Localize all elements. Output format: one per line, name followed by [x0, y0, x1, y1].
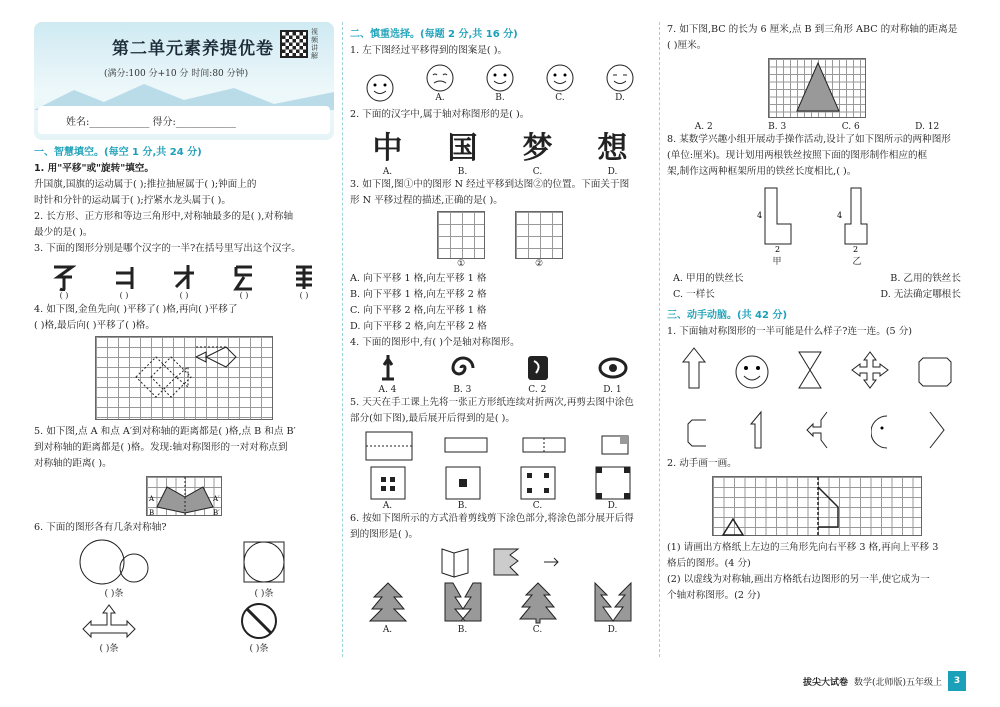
- hanzi-xiang: 想: [597, 131, 628, 166]
- half-char-3: [172, 263, 196, 291]
- s3-q7-text: 7. 如下图,BC 的长为 6 厘米,点 B 到三角形 ABC 的对称轴的距离是: [667, 24, 958, 35]
- fold-option-a: [369, 465, 407, 501]
- name-score-bar: 姓名:____________ 得分:____________: [38, 106, 330, 134]
- s2-q3-opt-b: B. 向下平移 1 格,向左平移 2 格: [350, 289, 487, 300]
- tree-option-d: [593, 581, 633, 625]
- two-circles-figure: [74, 538, 154, 586]
- hourglass-icon: [795, 350, 825, 390]
- half-smiley-icon: [871, 414, 891, 450]
- ring-logo-icon: [597, 353, 629, 383]
- fold-step-icon: [364, 430, 414, 462]
- q6-text: 6. 下面的图形各有几条对称轴?: [34, 522, 167, 533]
- smiley-icon: [545, 63, 575, 93]
- s2-q6-text: 6. 按如下图所示的方式沿着剪线剪下涂色部分,将涂色部分展开后得: [350, 513, 634, 524]
- label-a: A: [149, 495, 155, 503]
- half-char-2: [112, 263, 136, 291]
- label-b-prime: B′: [213, 509, 220, 517]
- spiral-logo-icon: [447, 353, 479, 383]
- fold-option-c: [519, 465, 557, 501]
- fold-option-d: [594, 465, 632, 501]
- svg-text:2: 2: [775, 245, 781, 254]
- q3-text: 3. 下面的图形分别是哪个汉字的一半?在括号里写出这个汉字。: [34, 243, 301, 254]
- exam-header: [34, 22, 334, 140]
- goldfish-icon: [96, 337, 274, 421]
- cut-paper-icon: [490, 545, 524, 579]
- drawing-grid[interactable]: [712, 476, 922, 536]
- blank-tiao: ( )条: [99, 644, 119, 654]
- s3-q1-text: 1. 下面轴对称图形的一半可能是什么样子?连一连。(5 分): [667, 326, 913, 337]
- q5-line-b: 到对称轴的距离都是( )格。发现:轴对称图形的一对对称点到: [34, 442, 288, 453]
- s3-q2-part2: (2) 以虚线为对称轴,画出方格纸右边图形的另一半,使它成为一: [667, 574, 930, 585]
- fold-options: A. B. C. D.: [350, 465, 650, 511]
- tree-option-b: [443, 581, 483, 625]
- footer-brand: 拔尖大试卷: [802, 677, 848, 688]
- drawing-figures: [713, 477, 923, 537]
- q4-text: 4. 如下图,金鱼先向( )平移了( )格,再向( )平移了: [34, 304, 238, 315]
- svg-text:4: 4: [837, 211, 843, 220]
- q4-line-b: ( )格,最后向( )平移了( )格。: [34, 320, 155, 331]
- grid-figure-2: [515, 211, 563, 259]
- arrow-icon: [542, 545, 562, 579]
- hanzi-meng: 梦: [522, 131, 553, 166]
- hanzi-guo: 国: [447, 131, 478, 166]
- s3-q7-line-b: ( )厘米。: [667, 40, 707, 51]
- page-footer: [803, 671, 966, 691]
- half-arrow-icon: [747, 410, 767, 450]
- s3-q8-opt-c: C. 一样长: [673, 289, 715, 300]
- grid-figure-1: [437, 211, 485, 259]
- s2-q3-text: 3. 如下图,图①中的图形 N 经过平移到达图②的位置。下面关于图: [350, 179, 630, 190]
- q5-text: 5. 如下图,点 A 和点 A′到对称轴的距离都是( )格,点 B 和点 B′: [34, 426, 296, 437]
- fold-step-icon: [519, 430, 569, 462]
- logo-options: [350, 353, 650, 383]
- section-3-title: 三、动手动脑。(共 42 分): [667, 310, 788, 321]
- svg-text:2: 2: [853, 245, 859, 254]
- s3-q2-text: 2. 动手画一画。: [667, 458, 737, 469]
- half-characters: [34, 261, 334, 291]
- octagon-frame-icon: [915, 354, 955, 390]
- triangle-abc-icon: [769, 59, 867, 119]
- qr-code-icon[interactable]: [280, 30, 308, 58]
- s2-q5-text: 5. 天天在手工课上先将一张正方形纸连续对折两次,再剪去图中涂色: [350, 397, 634, 408]
- smiley-icon: [365, 73, 395, 103]
- page-number: 3: [948, 671, 966, 691]
- half-frame-icon: [686, 416, 710, 450]
- fold-steps: [350, 430, 650, 462]
- fold-option-b: [444, 465, 482, 501]
- q1-line-b: 升国旗,国旗的运动属于( );推拉抽屉属于( );钟面上的: [34, 179, 257, 190]
- page-title: 第二单元素养提优卷: [112, 39, 274, 59]
- prohibit-sign-figure: [229, 601, 289, 641]
- svg-text:4: 4: [757, 211, 763, 220]
- s3-q8-opt-d: D. 无法确定哪根长: [880, 289, 961, 300]
- blank-tiao: ( )条: [254, 589, 274, 599]
- s3-q8-text: 8. 某数学兴趣小组开展动手操作活动,设计了如下图所示的两种图形: [667, 134, 951, 145]
- arrow-up-icon: [679, 346, 709, 390]
- cut-steps: [350, 545, 650, 579]
- triangle-grid: [768, 58, 866, 118]
- smiley-icon: [605, 63, 635, 93]
- square-circle-figure: [234, 538, 294, 586]
- tower-logo-icon: [372, 353, 404, 383]
- label-b: B: [149, 509, 155, 517]
- s2-q6-line-b: 到的图形是( )。: [350, 529, 419, 540]
- half-char-4: [232, 263, 256, 291]
- column-3: 7. 如下图,BC 的长为 6 厘米,点 B 到三角形 ABC 的对称轴的距离是 ( )厘米。 A. 2 B. 3 C. 6 D. 12 8. 某数学兴趣小组开展动手操作活动,设计了如下图所示的两种图形 (单位:厘米)。现计划用两根铁丝按照下面的图形制作相应的框 架,制作这两种框架所用的铁丝长度相比,( )。 4 2 甲 4 2 乙 A. 甲用的铁丝长 B. 乙用的铁丝长 C. 一样长 D. 无法确定哪根长 三、动手动脑。(共 42 分) 1. 下面轴对称图形的一半可能是什么样子?连一连。(5 分) 2. 动手画一画。 (1) 请画出方格纸上左边的三角形先向右平移 3 格,再向上平移 3 格后的图形。(4 分) (2) 以虚线为对称轴,画出方格纸右边图形的另一半,使它成为一 个轴对称图形。(2 分): [667, 22, 967, 677]
- blank-tiao: ( )条: [249, 644, 269, 654]
- symmetry-grid: [146, 476, 222, 516]
- s2-q3-line-b: 形 N 平移过程的描述,正确的是( )。: [350, 195, 503, 206]
- cross-arrows-icon: [850, 350, 890, 390]
- hanzi-zhong: 中: [372, 131, 403, 166]
- s3-q8-line-c: 架,制作这两种框架所用的铁丝长度相比,( )。: [667, 166, 857, 177]
- s3-q8-line-b: (单位:厘米)。现计划用两根铁丝按照下面的图形制作相应的框: [667, 150, 928, 161]
- arrows-figure: [79, 601, 139, 641]
- symmetry-figure: [147, 477, 223, 517]
- dancer-logo-icon: [522, 353, 554, 383]
- q5-line-c: 对称轴的距离( )。: [34, 458, 112, 469]
- frame-figures: 4 2 甲 4 2 乙: [667, 184, 967, 267]
- qr-label: 视频讲解: [311, 28, 318, 60]
- smiley-icon: [485, 63, 515, 93]
- tree-option-c: [518, 581, 558, 625]
- q1-text: 1. 用"平移"或"旋转"填空。: [34, 163, 154, 174]
- fold-step-icon: [596, 430, 636, 462]
- half-char-1: [52, 263, 76, 291]
- s2-q5-line-b: 部分(如下图),最后展开后得到的是( )。: [350, 413, 515, 424]
- half-hourglass-icon: [928, 410, 948, 450]
- s3-q2-part1-b: 格后的图形。(4 分): [667, 558, 751, 569]
- folded-paper-icon: [438, 545, 472, 579]
- smiley-icon: [425, 63, 455, 93]
- column-2: 二、慎重选择。(每题 2 分,共 16 分) 1. 左下图经过平移得到的图案是( )。 A. B. C. D. 2. 下面的汉字中,属于轴对称图形的是( )。 中 A. 国 B. 梦 C. 想 D. 3. 如下图,图①中的图形 N 经过平移到达图②的位置。下面关于图 形 N 平移过程的描述,正确的是( )。 ① ② A. 向下平移 1 格,向左平移 1 格 B. 向下平移 1 格,向左平移 2 格 C. 向下平移 2 格,向左平移 1 格 D. 向下平移 2 格,向左平移 2 格 4. 下面的图形中,有( )个是轴对称图形。 A. 4 B. 3 C. 2 D. 1 5. 天天在手工课上先将一张正方形纸连续对折两次,再剪去图中涂色 部分(如下图),最后展开后得到的是( )。 A. B. C. D. 6. 按如下图所示的方式沿着剪线剪下涂色部分,将涂色部分展开后得 到的图形是( )。 A. B. C. D.: [350, 22, 650, 677]
- s3-q2-part2-b: 个轴对称图形。(2 分): [667, 590, 761, 601]
- hanzi-options: 中 A. 国 B. 梦 C. 想 D.: [350, 123, 650, 177]
- section-1-title: 一、智慧填空。(每空 1 分,共 24 分): [34, 147, 202, 158]
- half-cross-icon: [805, 410, 833, 450]
- q2-line-b: 最少的是( )。: [34, 227, 93, 238]
- smiley-options: A. B. C. D.: [350, 63, 650, 103]
- s2-q3-opt-d: D. 向下平移 2 格,向左平移 2 格: [350, 321, 487, 332]
- s2-q3-opt-c: C. 向下平移 2 格,向左平移 1 格: [350, 305, 487, 316]
- s2-q4-text: 4. 下面的图形中,有( )个是轴对称图形。: [350, 337, 520, 348]
- match-bottom-row: [667, 410, 967, 450]
- section-2-title: 二、慎重选择。(每题 2 分,共 16 分): [350, 29, 518, 40]
- s2-q2-text: 2. 下面的汉字中,属于轴对称图形的是( )。: [350, 109, 530, 120]
- label-a-prime: A′: [213, 495, 220, 503]
- s2-q1-text: 1. 左下图经过平移得到的图案是( )。: [350, 45, 508, 56]
- smiley-icon: [734, 354, 770, 390]
- footer-subject: 数学(北师版)五年级上: [853, 677, 942, 688]
- s3-q8-opt-b: B. 乙用的铁丝长: [890, 273, 961, 284]
- s3-q2-part1: (1) 请画出方格纸上左边的三角形先向右平移 3 格,再向上平移 3: [667, 542, 939, 553]
- column-1: 第二单元素养提优卷 视频讲解 (满分:100 分+10 分 时间:80 分钟) 姓名:____________ 得分:____________ 一、智慧填空。(每空 1 分,共 24 分) 1. 用"平移"或"旋转"填空。 升国旗,国旗的运动属于( );推拉抽屉属于( );钟面上的 时针和分针的运动属于( );拧紧水龙头属于( )。 2. 长方形、正方形和等边三角形中,对称轴最多的是( ),对称轴 最少的是( )。 3. 下面的图形分别是哪个汉字的一半?在括号里写出这个汉字。 ( ) ( ) ( ) ( ) ( ) 4. 如下图,金鱼先向( )平移了( )格,再向( )平移了 ( )格,最后向( )平移了( )格。 5. 如下图,点 A 和点 A′到对称轴的距离都是( )格,点 B 和点 B′ 到对称轴的距离都是( )格。发现:轴对称图形的一对对称点到 对称轴的距离( )。 A A′ B B′ 6. 下面的图形各有几条对称轴? ( )条 ( )条 ( )条 ( )条: [34, 22, 334, 677]
- half-char-5: [292, 263, 316, 291]
- q1-line-c: 时针和分针的运动属于( );拧紧水龙头属于( )。: [34, 195, 231, 206]
- frame-jia-icon: [757, 184, 797, 254]
- s3-q8-opt-a: A. 甲用的铁丝长: [673, 273, 744, 284]
- frame-yi-icon: [837, 184, 877, 254]
- match-top-row: [667, 346, 967, 390]
- score-time: (满分:100 分+10 分 时间:80 分钟): [104, 69, 249, 79]
- goldfish-grid: [95, 336, 273, 420]
- blank-tiao: ( )条: [104, 589, 124, 599]
- q2-text: 2. 长方形、正方形和等边三角形中,对称轴最多的是( ),对称轴: [34, 211, 294, 222]
- s2-q3-opt-a: A. 向下平移 1 格,向左平移 1 格: [350, 273, 487, 284]
- tree-option-a: [368, 581, 408, 625]
- fold-step-icon: [441, 430, 491, 462]
- tree-options: A. B. C. D.: [350, 581, 650, 635]
